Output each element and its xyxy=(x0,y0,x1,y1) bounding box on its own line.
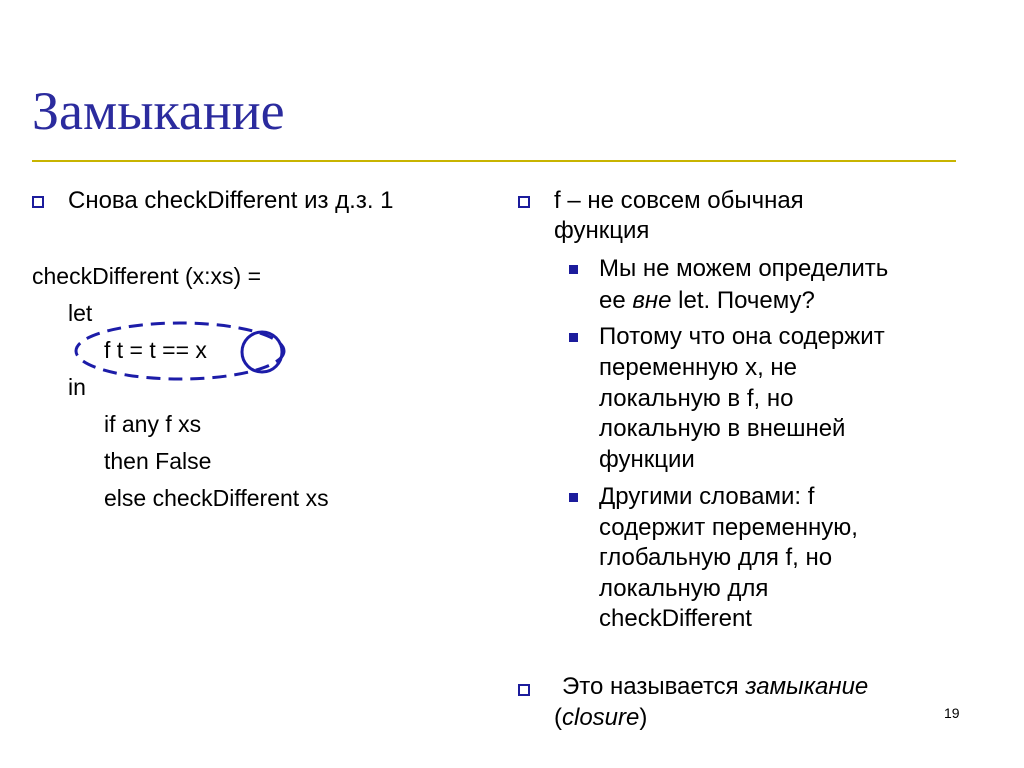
slide-number: 19 xyxy=(944,705,960,721)
code-line: in xyxy=(68,374,86,400)
right-bullet1-line: f – не совсем обычная xyxy=(554,187,804,214)
code-line: if any f xs xyxy=(104,411,202,437)
sub-bullet-icon xyxy=(569,493,578,502)
left-bullet-text: Снова checkDifferent из д.з. 1 xyxy=(68,187,394,214)
sub-bullet-line: переменную x, не xyxy=(599,354,797,381)
sub-bullet-line: Потому что она содержит xyxy=(599,323,885,350)
right-bullet2-line: Это называется замыкание xyxy=(562,673,869,700)
code-line: else checkDifferent xs xyxy=(104,485,329,511)
bullet-square-icon xyxy=(518,684,530,696)
sub-bullet-line: ее вне let. Почему? xyxy=(599,287,815,314)
sub-bullet-line: локальную для xyxy=(599,575,769,602)
sub-bullet-line: checkDifferent xyxy=(599,605,752,632)
circle-annotation xyxy=(242,332,282,372)
sub-bullet-line: Другими словами: f xyxy=(599,483,815,510)
right-bullet2-line: (closure) xyxy=(554,704,648,731)
sub-bullet-icon xyxy=(569,265,578,274)
sub-bullet-line: содержит переменную, xyxy=(599,514,858,541)
slide-title: Замыкание xyxy=(32,81,285,141)
code-line: then False xyxy=(104,448,212,474)
sub-bullet-line: функции xyxy=(599,446,695,473)
code-line: let xyxy=(68,300,93,326)
bullet-square-icon xyxy=(518,196,530,208)
code-line: f t = t == x xyxy=(104,337,207,363)
code-line: checkDifferent (x:xs) = xyxy=(32,263,262,289)
right-bullet1-line: функция xyxy=(554,217,650,244)
sub-bullet-icon xyxy=(569,333,578,342)
sub-bullet-line: локальную в внешней xyxy=(599,415,846,442)
sub-bullet-line: глобальную для f, но xyxy=(599,544,833,571)
sub-bullet-line: Мы не можем определить xyxy=(599,255,889,282)
sub-bullet-line: локальную в f, но xyxy=(599,385,794,412)
